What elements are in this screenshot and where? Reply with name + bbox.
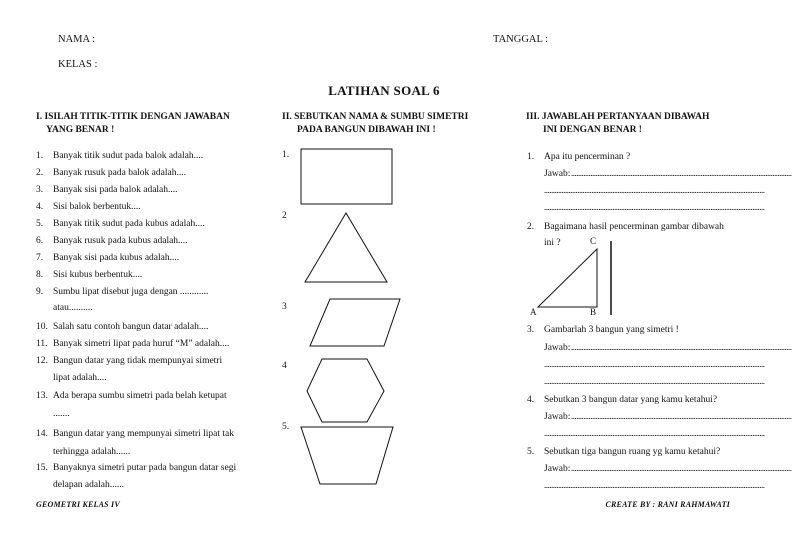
item-number: 7.	[36, 253, 44, 263]
vertex-label-c: C	[590, 236, 597, 246]
answer-dots: ..............................................................................................................................	[544, 376, 765, 386]
question-text: Sebutkan 3 bangun datar yang kamu ketahui?	[544, 395, 718, 405]
item-text: Sisi kubus berbentuk....	[53, 270, 143, 280]
question-text: Bagaimana hasil pencerminan gambar dibawah	[544, 222, 724, 232]
item-text: Banyak simetri lipat pada huruf “M” adalah....	[53, 339, 230, 349]
figure-number-4: 4	[282, 361, 287, 371]
question-text: Apa itu pencerminan ?	[544, 152, 631, 162]
section1-title-line2: YANG BENAR !	[46, 125, 115, 135]
question-number: 5.	[527, 447, 535, 457]
item-number: 5.	[36, 219, 44, 229]
item-number: 11.	[36, 339, 48, 349]
item-text: Banyak sisi pada kubus adalah....	[53, 253, 180, 263]
item-number: 1.	[36, 151, 44, 161]
section3-title-line1: III. JAWABLAH PERTANYAAN DIBAWAH	[526, 112, 710, 122]
item-number: 12.	[36, 356, 48, 366]
item-text: Sisi balok berbentuk....	[53, 202, 141, 212]
trapezoid-shape	[301, 427, 393, 484]
footer-left: GEOMETRI KELAS IV	[36, 500, 120, 509]
section3-title	[526, 111, 756, 137]
figure-number-5: 5.	[282, 422, 290, 432]
jawab-label: Jawab:	[544, 412, 571, 422]
section2-title-line2: PADA BANGUN DIBAWAH INI !	[297, 125, 436, 135]
hexagon-shape	[307, 359, 384, 422]
item-number: 2.	[36, 168, 44, 178]
page-title: LATIHAN SOAL 6	[328, 83, 440, 98]
figure-number-3: 3	[282, 302, 287, 312]
item-number: 3.	[36, 185, 44, 195]
answer-dots: ..............................................................................................................................	[571, 411, 792, 421]
parallelogram-shape	[310, 299, 400, 346]
item-text: lipat adalah....	[53, 373, 107, 383]
item-text: terhingga adalah......	[53, 447, 131, 457]
item-number: 10.	[36, 322, 48, 332]
item-text: delapan adalah......	[53, 480, 124, 490]
item-text: Banyak sisi pada balok adalah....	[53, 185, 178, 195]
section2-title-line1: II. SEBUTKAN NAMA & SUMBU SIMETRI	[282, 112, 469, 122]
answer-dots: ..............................................................................................................................	[544, 480, 765, 490]
jawab-label: Jawab:	[544, 464, 571, 474]
question-number: 3.	[527, 325, 535, 335]
item-text: .......	[53, 409, 70, 419]
item-text: Banyak titik sudut pada balok adalah....	[53, 151, 204, 161]
question-number: 2.	[527, 222, 535, 232]
item-number: 4.	[36, 202, 44, 212]
item-number: 6.	[36, 236, 44, 246]
answer-dots: ..............................................................................................................................	[571, 342, 792, 352]
jawab-label: Jawab:	[544, 169, 571, 179]
section1-title-line1: I. ISILAH TITIK-TITIK DENGAN JAWABAN	[36, 112, 230, 122]
nama-label: NAMA :	[58, 34, 96, 45]
question-number: 4.	[527, 395, 535, 405]
question-text: ini ?	[544, 238, 561, 248]
vertex-label-a: A	[530, 307, 537, 317]
rectangle-shape	[301, 149, 392, 204]
item-text: Banyak rusuk pada balok adalah....	[53, 168, 186, 178]
footer-right: CREATE BY : RANI RAHMAWATI	[605, 500, 730, 509]
figure-number-1: 1.	[282, 150, 290, 160]
item-text: Bangun datar yang mempunyai simetri lipat tak	[53, 429, 234, 439]
item-text: Banyaknya simetri putar pada bangun datar segi	[53, 463, 237, 473]
item-text: atau..........	[53, 303, 93, 313]
answer-dots: ..............................................................................................................................	[544, 185, 765, 195]
question-text: Sebutkan tiga bangun ruang yg kamu ketahui?	[544, 447, 721, 457]
answer-dots: ..............................................................................................................................	[544, 359, 765, 369]
item-text: Banyak rusuk pada kubus adalah....	[53, 236, 188, 246]
item-number: 15.	[36, 463, 48, 473]
figure-number-2: 2	[282, 211, 287, 221]
section3-title-line2: INI DENGAN BENAR !	[543, 125, 642, 135]
answer-dots: ..............................................................................................................................	[544, 428, 765, 438]
question-number: 1.	[527, 152, 535, 162]
vertex-label-b: B	[590, 307, 597, 317]
item-text: Banyak titik sudut pada kubus adalah....	[53, 219, 205, 229]
item-text: Sumbu lipat disebut juga dengan ............	[53, 287, 209, 297]
item-number: 13.	[36, 391, 48, 401]
item-number: 9.	[36, 287, 44, 297]
answer-dots: ..............................................................................................................................	[571, 463, 792, 473]
item-text: Bangun datar yang tidak mempunyai simetri	[53, 356, 223, 366]
jawab-label: Jawab:	[544, 343, 571, 353]
item-text: Salah satu contoh bangun datar adalah....	[53, 322, 209, 332]
item-number: 14.	[36, 429, 48, 439]
tanggal-label: TANGGAL :	[493, 34, 549, 45]
kelas-label: KELAS :	[58, 59, 98, 70]
item-number: 8.	[36, 270, 44, 280]
answer-dots: ..............................................................................................................................	[544, 202, 765, 212]
triangle-shape	[305, 213, 387, 282]
answer-dots: ..............................................................................................................................	[571, 168, 792, 178]
question-text: Gambarlah 3 bangun yang simetri !	[544, 325, 679, 335]
item-text: Ada berapa sumbu simetri pada belah ketupat	[53, 391, 227, 401]
